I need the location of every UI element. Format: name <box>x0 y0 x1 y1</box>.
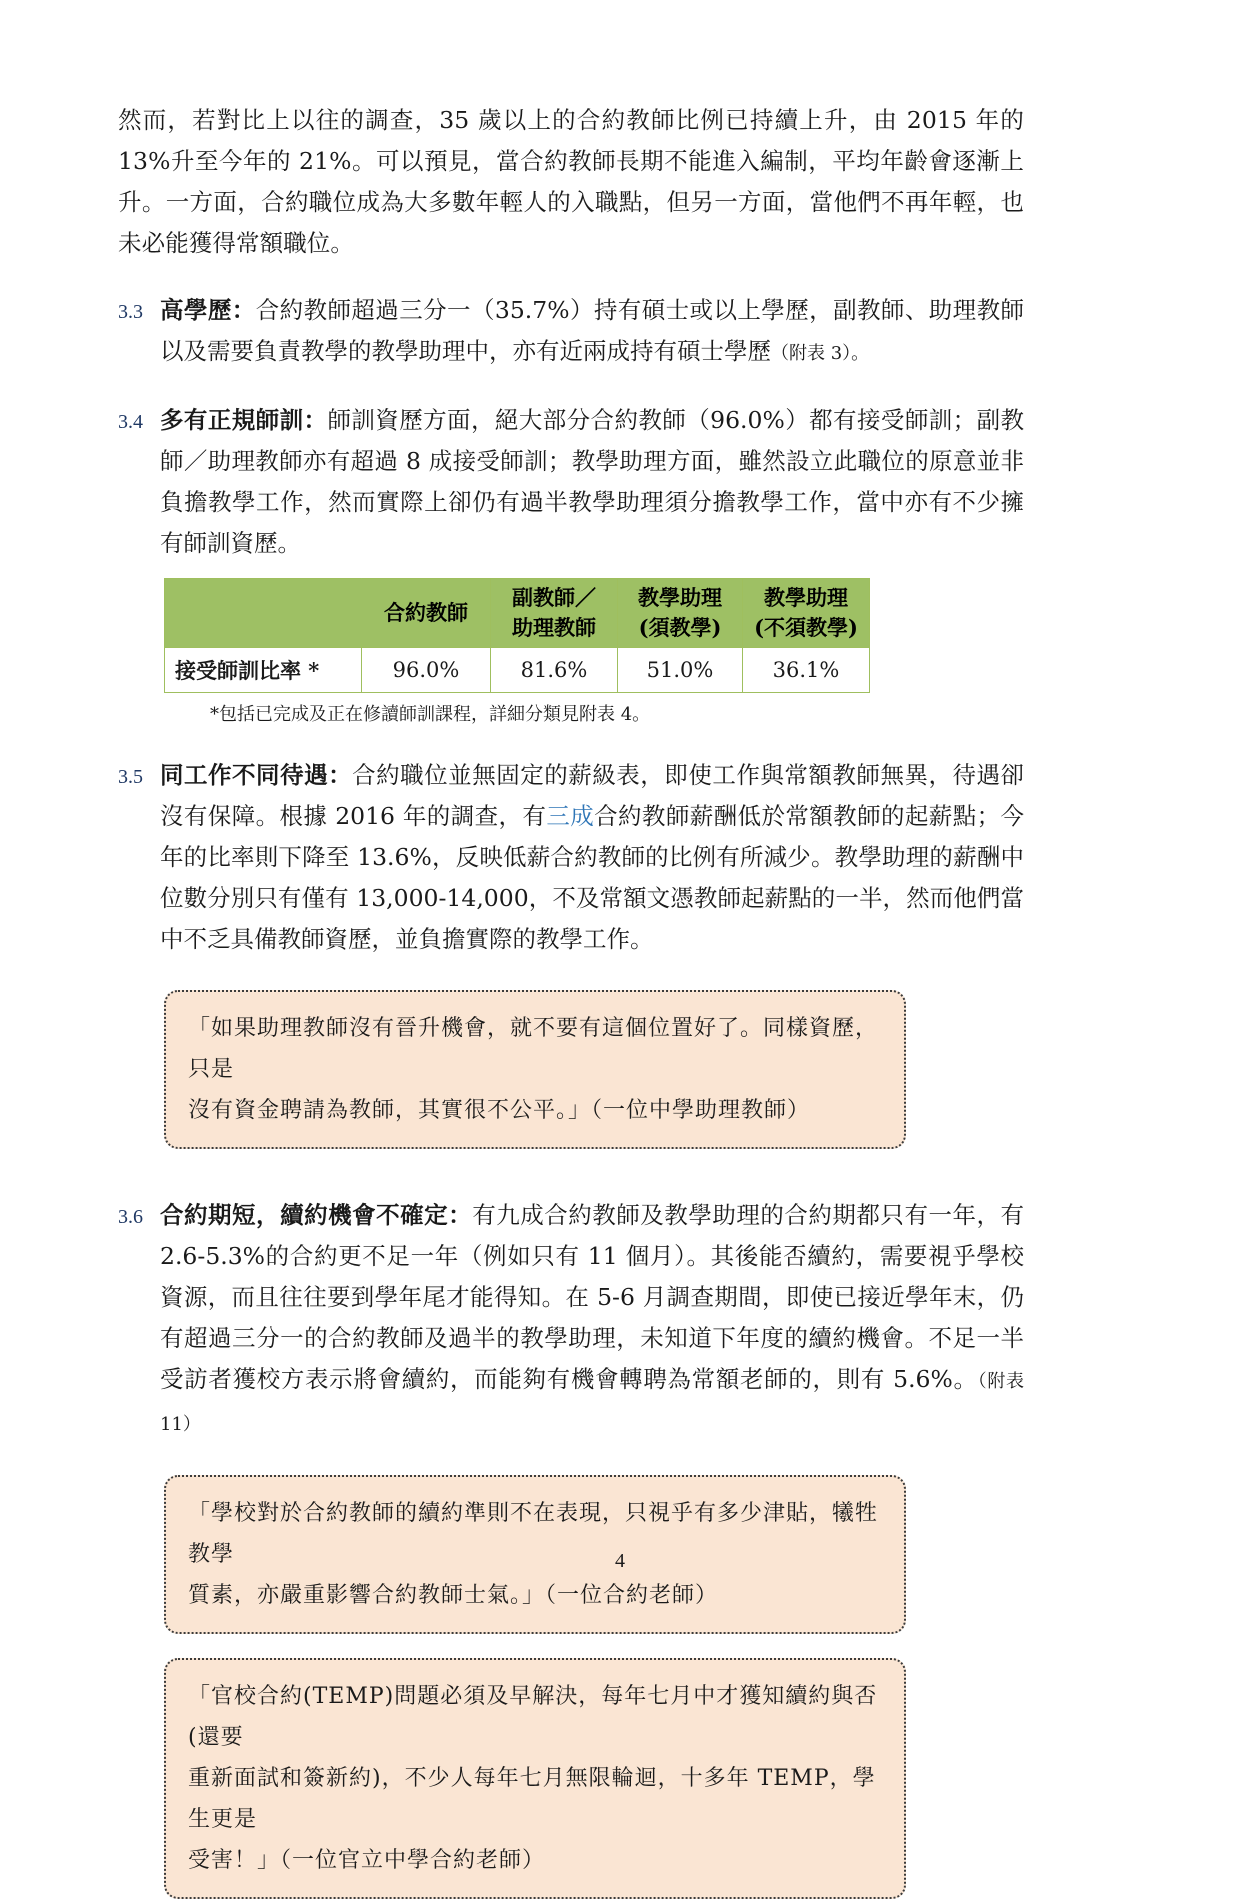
table-body <box>165 648 870 693</box>
page-number: 4 <box>615 1550 625 1572</box>
quote-government-school-temp <box>164 1658 906 1899</box>
section-3-3-text: 合約教師超過三分一（35.7%）持有碩士或以上學歷，副教師、助理教師以及需要負責教學的教學助理中，亦有近兩成持有碩士學歷 <box>160 296 1025 365</box>
section-3-4 <box>118 400 1024 564</box>
table-row-label: 接受師訓比率 * <box>165 648 362 693</box>
table-col-assistant-teacher-line1: 副教師／ <box>512 585 596 610</box>
table-head <box>165 579 870 648</box>
page-content <box>118 100 1024 1899</box>
section-3-5 <box>118 755 1024 960</box>
section-3-6-body <box>160 1195 1024 1445</box>
section-3-5-body <box>160 755 1024 960</box>
section-3-5-text-part2: 合約教師薪酬低於常額教師的起薪點；今年的比率則下降至 13.6%，反映低薪合約教師的比例有所減少。教學助理的薪酬中位數分別只有僅有 13,000-14,000，不及常額文憑教師起薪點的一半，然而他們當中不乏具備教師資歷，並負擔實際的教學工作。 <box>160 802 1024 953</box>
quote-assistant-teacher-line1: 「如果助理教師沒有晉升機會，就不要有這個位置好了。同樣資歷，只是 <box>188 1016 879 1082</box>
section-3-3-title: 高學歷： <box>160 296 256 324</box>
section-3-5-title: 同工作不同待遇： <box>160 761 353 789</box>
section-3-3 <box>118 290 1024 374</box>
section-3-3-body <box>160 290 1024 374</box>
table-col-ta-non-teaching-line2: (不須教學) <box>754 615 858 640</box>
section-3-6-title: 合約期短，續約機會不確定： <box>160 1201 473 1229</box>
table-row <box>165 648 870 693</box>
quote-government-school-temp-line2: 重新面試和簽新約)，不少人每年七月無限輪迴，十多年 TEMP，學生更是 <box>188 1766 876 1832</box>
quote-assistant-teacher <box>164 990 906 1149</box>
section-3-5-number: 3.5 <box>118 766 143 788</box>
quote-government-school-temp-line3: 受害！」（一位官立中學合約老師） <box>188 1848 546 1873</box>
table-col-assistant-teacher <box>491 579 618 648</box>
quote-assistant-teacher-line2: 沒有資金聘請為教師，其實很不公平。」（一位中學助理教師） <box>188 1098 811 1123</box>
table-cell-ta-teaching: 51.0% <box>618 648 743 693</box>
table-header-row <box>165 579 870 648</box>
section-3-4-text: 師訓資歷方面，絕大部分合約教師（96.0%）都有接受師訓；副教師／助理教師亦有超過 8 成接受師訓；教學助理方面，雖然設立此職位的原意並非負擔教學工作，然而實際上卻仍有過半教學助理須分擔教學工作，當中亦有不少擁有師訓資歷。 <box>160 406 1024 557</box>
intro-paragraph: 然而，若對比上以往的調查，35 歲以上的合約教師比例已持續上升，由 2015 年的 13%升至今年的 21%。可以預見，當合約教師長期不能進入編制，平均年齡會逐漸上升。一方面，合約職位成為大多數年輕人的入職點，但另一方面，當他們不再年輕，也未必能獲得常額職位。 <box>118 106 1024 257</box>
table-col-ta-teaching-line1: 教學助理 <box>638 585 722 610</box>
table-col-ta-non-teaching-line1: 教學助理 <box>764 585 848 610</box>
table-col-ta-non-teaching <box>743 579 870 648</box>
table-col-assistant-teacher-line2: 助理教師 <box>512 615 596 640</box>
table-cell-ta-non-teaching: 36.1% <box>743 648 870 693</box>
table-cell-contract-teacher: 96.0% <box>362 648 491 693</box>
section-3-3-number: 3.3 <box>118 301 143 323</box>
quote-contract-teacher-morale-line2: 質素，亦嚴重影響合約教師士氣。」（一位合約老師） <box>188 1583 719 1608</box>
table-footnote: *包括已完成及正在修讀師訓課程，詳細分類見附表 4。 <box>210 704 651 725</box>
section-3-3-note: （附表 3）。 <box>771 343 870 364</box>
section-3-6 <box>118 1195 1024 1445</box>
section-3-6-text: 有九成合約教師及教學助理的合約期都只有一年，有 2.6-5.3%的合約更不足一年（例如只有 11 個月）。其後能否續約，需要視乎學校資源，而且往往要到學年尾才能得知。在 5-6 月調查期間，即使已接近學年末，仍有超過三分一的合約教師及過半的教學助理，未知道下年度的續約機會。不足一半受訪者獲校方表示將會續約，而能夠有機會轉聘為常額老師的，則有 5.6%。 <box>160 1201 1025 1393</box>
section-3-6-note: （附表 11） <box>160 1371 1025 1435</box>
quote-government-school-temp-line1: 「官校合約(TEMP)問題必須及早解決，每年七月中才獲知續約與否(還要 <box>188 1684 878 1750</box>
table-col-ta-teaching-line2: (須教學) <box>638 615 722 640</box>
training-rate-table-wrapper <box>164 578 1024 729</box>
training-rate-table <box>164 578 870 693</box>
table-col-contract-teacher: 合約教師 <box>362 579 491 648</box>
table-col-blank <box>165 579 362 648</box>
quote-contract-teacher-morale-line1: 「學校對於合約教師的續約準則不在表現，只視乎有多少津貼，犧牲教學 <box>188 1501 879 1567</box>
section-3-5-text-part1: 合約職位並無固定的薪級表，即使工作與常額教師無異，待遇卻沒有保障。根據 2016 年的調查，有 <box>160 761 1025 830</box>
table-cell-assistant-teacher: 81.6% <box>491 648 618 693</box>
table-col-ta-teaching <box>618 579 743 648</box>
section-3-4-title: 多有正規師訓： <box>160 406 328 434</box>
section-3-4-number: 3.4 <box>118 411 143 433</box>
section-3-6-number: 3.6 <box>118 1206 143 1228</box>
section-3-4-body <box>160 400 1024 564</box>
section-3-5-highlight: 三成 <box>546 802 595 830</box>
